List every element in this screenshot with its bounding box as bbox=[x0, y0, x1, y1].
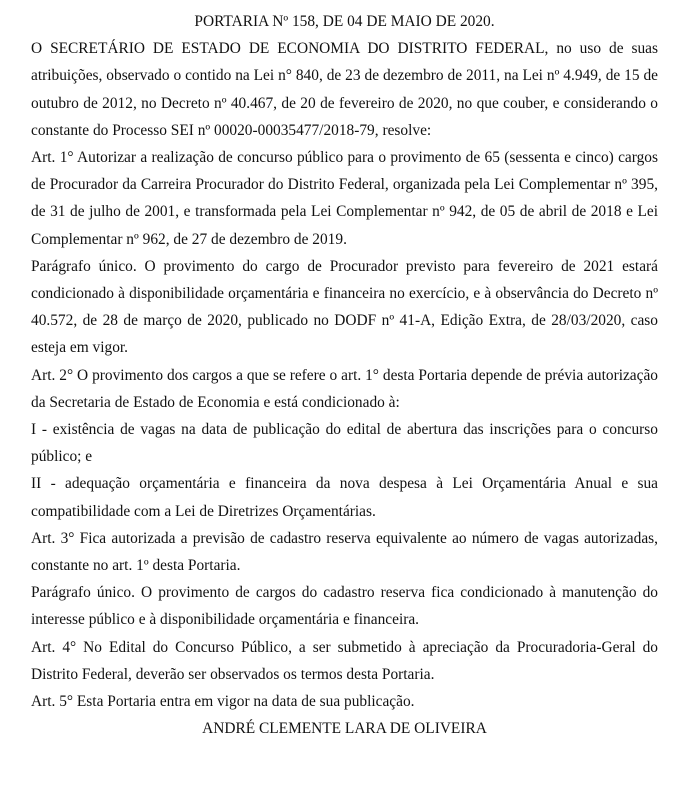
preamble-paragraph: O SECRETÁRIO DE ESTADO DE ECONOMIA DO DISTRITO FEDERAL, no uso de suas atribuições, observado o contido na Lei n° 840, de 23 de dezembro de 2011, na Lei nº 4.949, de 15 de outubro de 2012, no Decreto nº 40.467, de 20 de fevereiro de 2020, no que couber, e considerando o constante do Processo SEI nº 00020-00035477/2018-79, resolve: bbox=[31, 40, 658, 139]
document-body bbox=[31, 8, 658, 742]
article-2-item-i: I - existência de vagas na data de publicação do edital de abertura das inscrições para o concurso público; e bbox=[31, 421, 658, 466]
article-1-paragraph: Art. 1° Autorizar a realização de concurso público para o provimento de 65 (sessenta e cinco) cargos de Procurador da Carreira Procurador do Distrito Federal, organizada pela Lei Complementar nº 395, de 31 de julho de 2001, e transformada pela Lei Complementar nº 942, de 05 de abril de 2018 e Lei Complementar nº 962, de 27 de dezembro de 2019. bbox=[31, 149, 658, 248]
article-5-paragraph: Art. 5° Esta Portaria entra em vigor na data de sua publicação. bbox=[31, 693, 415, 711]
article-4-paragraph: Art. 4° No Edital do Concurso Público, a ser submetido à apreciação da Procuradoria-Geral do Distrito Federal, deverão ser observados os termos desta Portaria. bbox=[31, 638, 658, 683]
article-2-paragraph: Art. 2° O provimento dos cargos a que se refere o art. 1° desta Portaria depende de prévia autorização da Secretaria de Estado de Economia e está condicionado à: bbox=[31, 366, 658, 411]
signatory-name: ANDRÉ CLEMENTE LARA DE OLIVEIRA bbox=[202, 720, 487, 738]
article-1-sole-paragraph: Parágrafo único. O provimento do cargo de Procurador previsto para fevereiro de 2021 estará condicionado à disponibilidade orçamentária e financeira no exercício, e à observância do Decreto nº 40.572, de 28 de março de 2020, publicado no DODF nº 41-A, Edição Extra, de 28/03/2020, caso esteja em vigor. bbox=[31, 257, 658, 357]
article-3-sole-paragraph: Parágrafo único. O provimento de cargos do cadastro reserva fica condicionado à manutenção do interesse público e à disponibilidade orçamentária e financeira. bbox=[31, 584, 658, 629]
article-2-item-ii: II - adequação orçamentária e financeira da nova despesa à Lei Orçamentária Anual e sua compatibilidade com a Lei de Diretrizes Orçamentárias. bbox=[31, 475, 658, 520]
article-3-paragraph: Art. 3° Fica autorizada a previsão de cadastro reserva equivalente ao número de vagas autorizadas, constante no art. 1º desta Portaria. bbox=[31, 529, 658, 575]
ordinance-title: PORTARIA Nº 158, DE 04 DE MAIO DE 2020. bbox=[194, 13, 495, 30]
